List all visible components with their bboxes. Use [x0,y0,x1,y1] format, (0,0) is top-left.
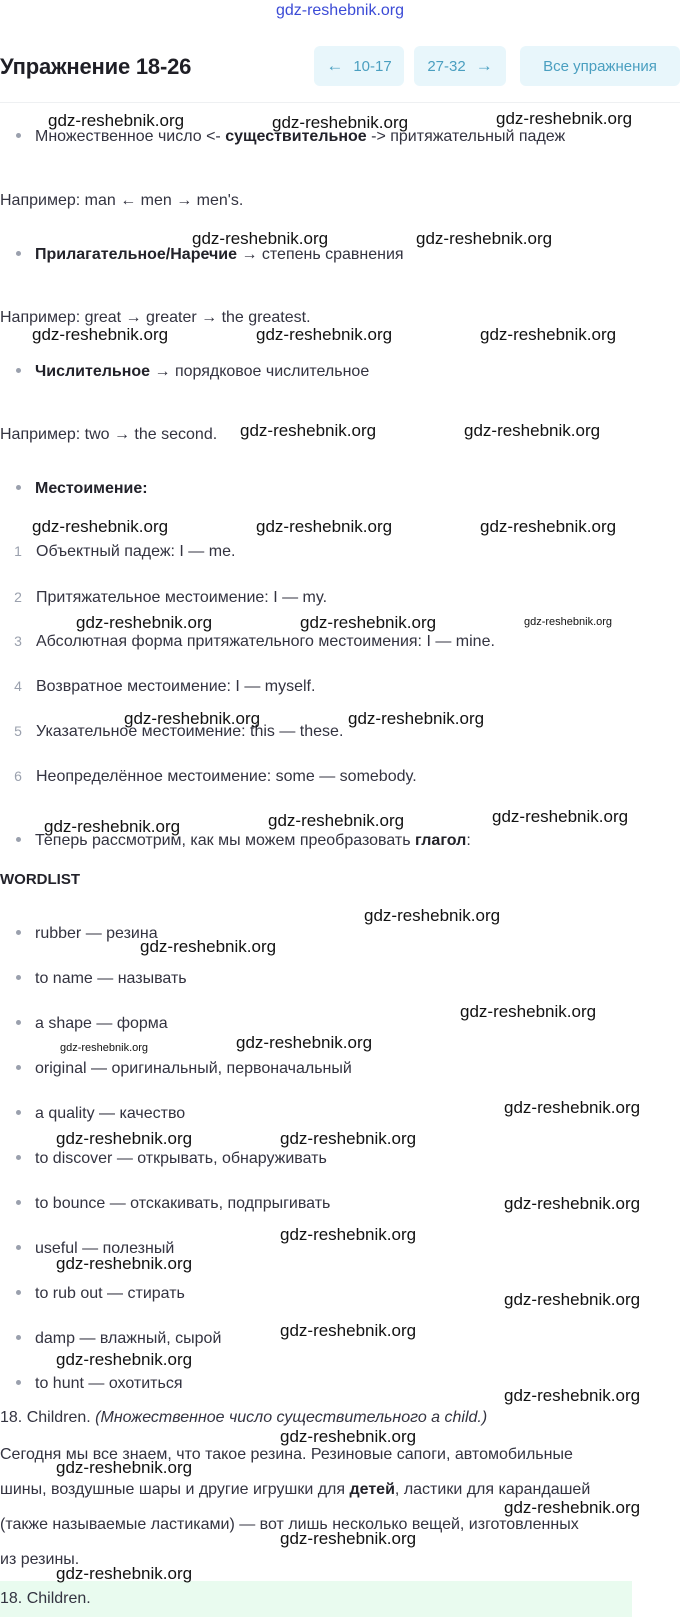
bullet-dot [16,485,21,490]
answer-box: 18. Children. [0,1581,632,1617]
pronoun-item: 3 Абсолютная форма притяжательного местоимения: I — mine. [14,633,495,650]
site-link[interactable]: gdz-reshebnik.org [275,2,405,19]
wordlist-item: rubber — резина [16,925,158,943]
prev-exercises-label: 10-17 [353,57,392,75]
prev-exercises-button[interactable] [314,46,404,86]
wordlist-item: to discover — открывать, обнаруживать [16,1150,327,1168]
watermark: gdz-reshebnik.org [280,1129,417,1148]
watermark: gdz-reshebnik.org [268,811,405,830]
watermark: gdz-reshebnik.org [504,1498,641,1517]
example-numeral: Например: two → the second. [0,426,218,443]
watermark: gdz-reshebnik.org [348,709,485,728]
watermark: gdz-reshebnik.org [60,1042,149,1054]
pronoun-item: 2 Притяжательное местоимение: I — my. [14,589,328,606]
bullet-dot [16,133,21,138]
list-item-adjective: Прилагательное/Наречие → степень сравнения [16,246,404,264]
exercise-header [0,46,680,90]
arrow-left-icon: ← [326,56,344,75]
task-text: Сегодня мы все знаем, что такое резина. Резиновые сапоги, автомобильные шины, воздушные шары и другие игрушки для детей, ластики для карандашей (также называемые ластиками) — вот лишь несколько вещей, изготовленных из резины. [0,1446,591,1568]
watermark: gdz-reshebnik.org [32,517,169,536]
bullet-dot [16,1155,21,1160]
example-noun: Например: man ← men → men's. [0,192,244,209]
wordlist-item: a quality — качество [16,1105,185,1123]
bullet-dot [16,930,21,935]
watermark: gdz-reshebnik.org [280,1225,417,1244]
watermark: gdz-reshebnik.org [280,1529,417,1548]
watermark: gdz-reshebnik.org [56,1350,193,1369]
watermark: gdz-reshebnik.org [504,1098,641,1117]
wordlist-item: a shape — форма [16,1015,168,1033]
wordlist-heading: WORDLIST [0,871,80,888]
pronoun-item: 4 Возвратное местоимение: I — myself. [14,678,316,695]
example-adjective: Например: great → greater → the greatest. [0,309,311,326]
next-exercises-button[interactable] [414,46,506,86]
bullet-dot [16,1020,21,1025]
watermark: gdz-reshebnik.org [256,517,393,536]
wordlist-item: damp — влажный, сырой [16,1330,221,1348]
bullet-dot [16,1110,21,1115]
watermark: gdz-reshebnik.org [480,325,617,344]
bullet-dot [16,837,21,842]
bullet-dot [16,368,21,373]
all-exercises-button[interactable] [520,46,680,86]
watermark: gdz-reshebnik.org [280,1321,417,1340]
watermark: gdz-reshebnik.org [364,906,501,925]
watermark: gdz-reshebnik.org [240,421,377,440]
watermark: gdz-reshebnik.org [416,229,553,248]
pronoun-item: 6 Неопределённое местоимение: some — somebody. [14,768,417,785]
watermark: gdz-reshebnik.org [192,229,329,248]
watermark: gdz-reshebnik.org [504,1194,641,1213]
watermark: gdz-reshebnik.org [460,1002,597,1021]
wordlist-item: original — оригинальный, первоначальный [16,1060,352,1078]
header-divider [0,102,680,103]
watermark: gdz-reshebnik.org [464,421,601,440]
pronoun-item: 1 Объектный падеж: I — me. [14,543,236,560]
list-item-pronoun: Местоимение: [16,480,148,498]
wordlist-item: to name — называть [16,970,187,988]
watermark: gdz-reshebnik.org [124,709,261,728]
watermark: gdz-reshebnik.org [256,325,393,344]
next-exercises-label: 27-32 [427,57,466,75]
watermark: gdz-reshebnik.org [236,1033,373,1052]
watermark: gdz-reshebnik.org [76,613,213,632]
watermark: gdz-reshebnik.org [56,1564,193,1583]
bullet-dot [16,975,21,980]
watermark: gdz-reshebnik.org [272,113,409,132]
pronoun-item: 5 Указательное местоимение: this — these. [14,723,344,740]
task-question: 18. Children. (Множественное число существительного a child.) [0,1409,488,1426]
watermark: gdz-reshebnik.org [492,807,629,826]
all-exercises-label: Все упражнения [543,57,657,75]
bullet-dot [16,1065,21,1070]
watermark: gdz-reshebnik.org [480,517,617,536]
watermark: gdz-reshebnik.org [300,613,437,632]
watermark: gdz-reshebnik.org [140,937,277,956]
list-item-noun: Множественное число <- существительное -> притяжательный падеж [16,128,565,146]
wordlist-item: to hunt — охотиться [16,1375,183,1393]
wordlist-item: useful — полезный [16,1240,174,1258]
watermark: gdz-reshebnik.org [56,1458,193,1477]
watermark: gdz-reshebnik.org [48,111,185,130]
bullet-dot [16,1200,21,1205]
watermark: gdz-reshebnik.org [280,1427,417,1446]
bullet-dot [16,1380,21,1385]
watermark: gdz-reshebnik.org [504,1386,641,1405]
watermark: gdz-reshebnik.org [496,109,633,128]
page-title: Упражнение 18-26 [0,54,192,79]
bullet-dot [16,251,21,256]
bullet-dot [16,1335,21,1340]
watermark: gdz-reshebnik.org [44,817,181,836]
wordlist-item: to rub out — стирать [16,1285,185,1303]
bullet-dot [16,1290,21,1295]
watermark: gdz-reshebnik.org [524,616,613,628]
arrow-right-icon: → [475,56,493,75]
watermark: gdz-reshebnik.org [32,325,169,344]
list-item-numeral: Числительное → порядковое числительное [16,363,369,381]
list-item-verb: Теперь рассмотрим, как мы можем преобразовать глагол: [16,832,471,850]
watermark: gdz-reshebnik.org [56,1129,193,1148]
wordlist-item: to bounce — отскакивать, подпрыгивать [16,1195,330,1213]
watermark: gdz-reshebnik.org [504,1290,641,1309]
watermark: gdz-reshebnik.org [56,1254,193,1273]
bullet-dot [16,1245,21,1250]
